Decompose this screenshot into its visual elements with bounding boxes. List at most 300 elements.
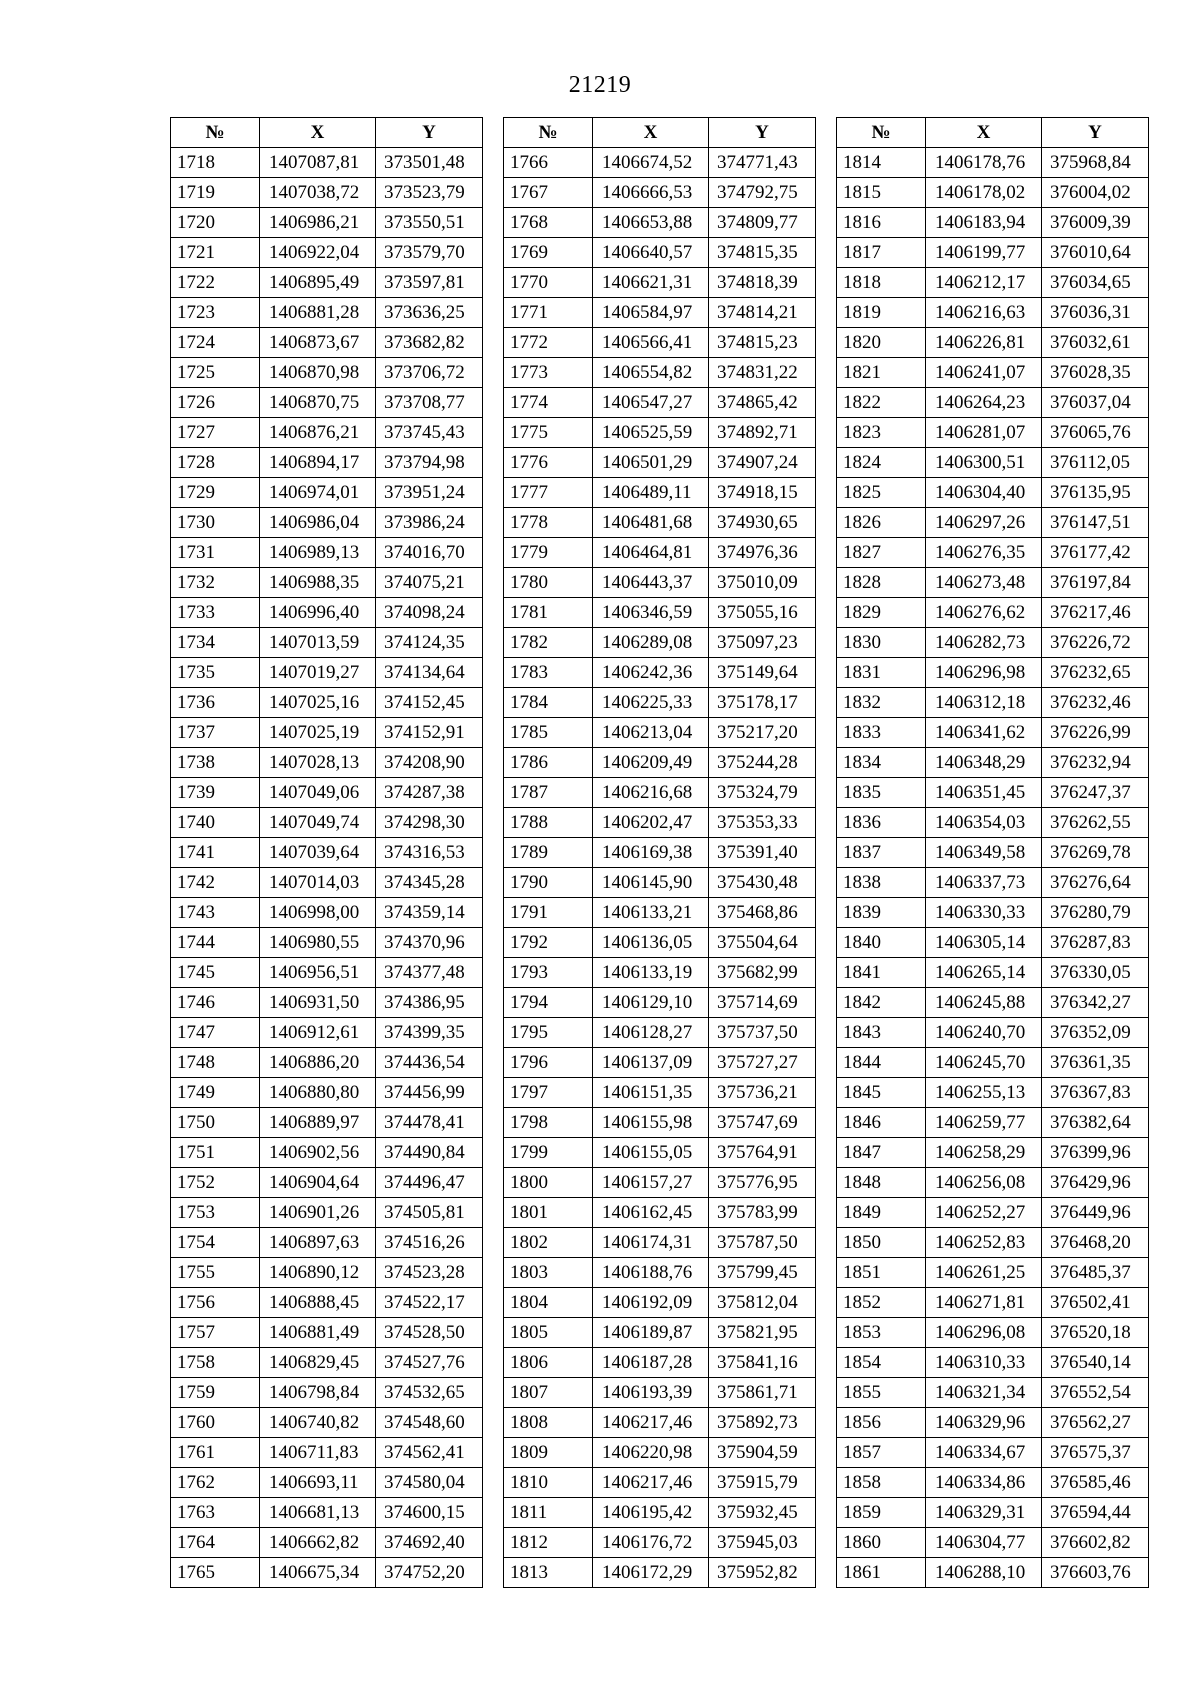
cell-number: 1791: [504, 898, 593, 928]
cell-y: 375430,48: [709, 868, 816, 898]
cell-number: 1812: [504, 1528, 593, 1558]
cell-number: 1765: [171, 1558, 260, 1588]
table-row: [171, 1048, 483, 1078]
table-row: [837, 358, 1149, 388]
cell-x: 1406300,51: [926, 448, 1042, 478]
cell-x: 1406169,38: [593, 838, 709, 868]
cell-number: 1842: [837, 988, 926, 1018]
table-row: [171, 1468, 483, 1498]
cell-number: 1760: [171, 1408, 260, 1438]
cell-x: 1406174,31: [593, 1228, 709, 1258]
cell-x: 1406252,83: [926, 1228, 1042, 1258]
table-row: [504, 508, 816, 538]
cell-y: 375714,69: [709, 988, 816, 1018]
cell-y: 375799,45: [709, 1258, 816, 1288]
table-row: [837, 838, 1149, 868]
table-row: [171, 178, 483, 208]
table-row: [171, 748, 483, 778]
cell-x: 1407087,81: [260, 148, 376, 178]
cell-y: 374580,04: [376, 1468, 483, 1498]
cell-number: 1768: [504, 208, 593, 238]
cell-y: 374562,41: [376, 1438, 483, 1468]
cell-y: 374287,38: [376, 778, 483, 808]
cell-x: 1407039,64: [260, 838, 376, 868]
cell-x: 1406296,98: [926, 658, 1042, 688]
cell-number: 1754: [171, 1228, 260, 1258]
table-row: [837, 208, 1149, 238]
cell-x: 1406349,58: [926, 838, 1042, 868]
table-row: [837, 1138, 1149, 1168]
cell-y: 373745,43: [376, 418, 483, 448]
cell-x: 1406178,76: [926, 148, 1042, 178]
table-row: [837, 538, 1149, 568]
cell-y: 376603,76: [1042, 1558, 1149, 1588]
cell-y: 374298,30: [376, 808, 483, 838]
cell-number: 1787: [504, 778, 593, 808]
cell-number: 1767: [504, 178, 593, 208]
cell-number: 1728: [171, 448, 260, 478]
header-number: №: [837, 118, 926, 148]
cell-x: 1406870,75: [260, 388, 376, 418]
cell-y: 375010,09: [709, 568, 816, 598]
cell-y: 374809,77: [709, 208, 816, 238]
cell-x: 1406133,19: [593, 958, 709, 988]
table-row: [504, 1498, 816, 1528]
table-row: [171, 1318, 483, 1348]
cell-x: 1406178,02: [926, 178, 1042, 208]
cell-number: 1741: [171, 838, 260, 868]
table-row: [504, 1318, 816, 1348]
cell-x: 1406337,73: [926, 868, 1042, 898]
cell-x: 1406312,18: [926, 688, 1042, 718]
table-row: [504, 958, 816, 988]
table-row: [171, 928, 483, 958]
table-row: [837, 1258, 1149, 1288]
cell-y: 376112,05: [1042, 448, 1149, 478]
table-row: [837, 568, 1149, 598]
table-row: [171, 298, 483, 328]
table-row: [171, 988, 483, 1018]
cell-y: 376562,27: [1042, 1408, 1149, 1438]
cell-y: 375217,20: [709, 718, 816, 748]
cell-number: 1734: [171, 628, 260, 658]
cell-x: 1406881,49: [260, 1318, 376, 1348]
table-row: [504, 1048, 816, 1078]
cell-y: 373682,82: [376, 328, 483, 358]
table-row: [171, 148, 483, 178]
cell-x: 1406931,50: [260, 988, 376, 1018]
cell-number: 1838: [837, 868, 926, 898]
table-row: [504, 868, 816, 898]
cell-number: 1720: [171, 208, 260, 238]
cell-number: 1861: [837, 1558, 926, 1588]
table-row: [504, 358, 816, 388]
table-row: [171, 1558, 483, 1588]
cell-x: 1406897,63: [260, 1228, 376, 1258]
cell-x: 1406256,08: [926, 1168, 1042, 1198]
table-row: [504, 388, 816, 418]
table-row: [171, 808, 483, 838]
cell-number: 1802: [504, 1228, 593, 1258]
cell-x: 1406351,45: [926, 778, 1042, 808]
table-row: [837, 268, 1149, 298]
cell-x: 1406252,27: [926, 1198, 1042, 1228]
cell-y: 375736,21: [709, 1078, 816, 1108]
table-row: [171, 1228, 483, 1258]
cell-number: 1740: [171, 808, 260, 838]
cell-y: 374316,53: [376, 838, 483, 868]
cell-y: 375968,84: [1042, 148, 1149, 178]
cell-number: 1831: [837, 658, 926, 688]
header-number: №: [171, 118, 260, 148]
cell-number: 1784: [504, 688, 593, 718]
cell-x: 1406890,12: [260, 1258, 376, 1288]
cell-number: 1804: [504, 1288, 593, 1318]
cell-x: 1406829,45: [260, 1348, 376, 1378]
cell-x: 1406192,09: [593, 1288, 709, 1318]
table-row: [837, 778, 1149, 808]
cell-y: 375952,82: [709, 1558, 816, 1588]
cell-number: 1818: [837, 268, 926, 298]
cell-number: 1744: [171, 928, 260, 958]
cell-x: 1406547,27: [593, 388, 709, 418]
cell-y: 375324,79: [709, 778, 816, 808]
cell-number: 1761: [171, 1438, 260, 1468]
cell-number: 1747: [171, 1018, 260, 1048]
cell-y: 374345,28: [376, 868, 483, 898]
cell-y: 375783,99: [709, 1198, 816, 1228]
cell-x: 1406157,27: [593, 1168, 709, 1198]
cell-number: 1753: [171, 1198, 260, 1228]
cell-y: 374976,36: [709, 538, 816, 568]
table-row: [171, 328, 483, 358]
cell-x: 1406264,23: [926, 388, 1042, 418]
cell-x: 1406220,98: [593, 1438, 709, 1468]
cell-number: 1780: [504, 568, 593, 598]
cell-number: 1781: [504, 598, 593, 628]
table-row: [837, 1408, 1149, 1438]
cell-number: 1821: [837, 358, 926, 388]
cell-y: 376585,46: [1042, 1468, 1149, 1498]
cell-y: 376197,84: [1042, 568, 1149, 598]
cell-y: 374792,75: [709, 178, 816, 208]
cell-y: 376367,83: [1042, 1078, 1149, 1108]
table-row: [837, 1198, 1149, 1228]
cell-y: 376032,61: [1042, 328, 1149, 358]
cell-number: 1840: [837, 928, 926, 958]
table-row: [171, 568, 483, 598]
cell-number: 1746: [171, 988, 260, 1018]
table-row: [171, 958, 483, 988]
table-row: [837, 1228, 1149, 1258]
table-row: [837, 808, 1149, 838]
table-row: [837, 1078, 1149, 1108]
cell-number: 1779: [504, 538, 593, 568]
cell-y: 375776,95: [709, 1168, 816, 1198]
cell-number: 1853: [837, 1318, 926, 1348]
cell-x: 1406525,59: [593, 418, 709, 448]
cell-x: 1407049,74: [260, 808, 376, 838]
cell-x: 1406240,70: [926, 1018, 1042, 1048]
table-row: [504, 898, 816, 928]
table-row: [171, 358, 483, 388]
cell-x: 1406261,25: [926, 1258, 1042, 1288]
cell-y: 375764,91: [709, 1138, 816, 1168]
cell-x: 1406304,40: [926, 478, 1042, 508]
table-row: [504, 418, 816, 448]
table-row: [504, 628, 816, 658]
cell-number: 1777: [504, 478, 593, 508]
table-row: [171, 598, 483, 628]
table-row: [837, 898, 1149, 928]
cell-number: 1796: [504, 1048, 593, 1078]
cell-number: 1764: [171, 1528, 260, 1558]
cell-number: 1725: [171, 358, 260, 388]
cell-x: 1406187,28: [593, 1348, 709, 1378]
cell-x: 1406212,17: [926, 268, 1042, 298]
cell-y: 376342,27: [1042, 988, 1149, 1018]
cell-x: 1406876,21: [260, 418, 376, 448]
cell-y: 375055,16: [709, 598, 816, 628]
table-header-row: [171, 118, 483, 148]
cell-x: 1406321,34: [926, 1378, 1042, 1408]
cell-y: 374930,65: [709, 508, 816, 538]
cell-y: 374399,35: [376, 1018, 483, 1048]
cell-x: 1406334,86: [926, 1468, 1042, 1498]
cell-x: 1406155,05: [593, 1138, 709, 1168]
cell-y: 374359,14: [376, 898, 483, 928]
cell-y: 374386,95: [376, 988, 483, 1018]
cell-x: 1406653,88: [593, 208, 709, 238]
cell-y: 374496,47: [376, 1168, 483, 1198]
cell-x: 1406693,11: [260, 1468, 376, 1498]
cell-number: 1854: [837, 1348, 926, 1378]
table-row: [171, 898, 483, 928]
table-row: [171, 838, 483, 868]
cell-x: 1406155,98: [593, 1108, 709, 1138]
cell-y: 376280,79: [1042, 898, 1149, 928]
cell-x: 1406176,72: [593, 1528, 709, 1558]
table-row: [837, 718, 1149, 748]
table-row: [504, 1408, 816, 1438]
table-row: [837, 958, 1149, 988]
cell-y: 376226,72: [1042, 628, 1149, 658]
table-row: [837, 238, 1149, 268]
cell-x: 1406242,36: [593, 658, 709, 688]
cell-number: 1824: [837, 448, 926, 478]
cell-x: 1406681,13: [260, 1498, 376, 1528]
table-row: [504, 1228, 816, 1258]
table-row: [837, 1168, 1149, 1198]
cell-y: 375821,95: [709, 1318, 816, 1348]
cell-number: 1841: [837, 958, 926, 988]
cell-y: 376449,96: [1042, 1198, 1149, 1228]
table-row: [504, 568, 816, 598]
table-row: [837, 658, 1149, 688]
cell-y: 374527,76: [376, 1348, 483, 1378]
cell-y: 374436,54: [376, 1048, 483, 1078]
cell-y: 376552,54: [1042, 1378, 1149, 1408]
cell-y: 374865,42: [709, 388, 816, 418]
table-header-row: [504, 118, 816, 148]
cell-x: 1406711,83: [260, 1438, 376, 1468]
header-x: X: [593, 118, 709, 148]
table-row: [837, 868, 1149, 898]
table-row: [504, 1558, 816, 1588]
cell-x: 1406889,97: [260, 1108, 376, 1138]
cell-number: 1786: [504, 748, 593, 778]
cell-number: 1731: [171, 538, 260, 568]
cell-x: 1406136,05: [593, 928, 709, 958]
cell-number: 1849: [837, 1198, 926, 1228]
table-row: [837, 178, 1149, 208]
cell-number: 1726: [171, 388, 260, 418]
table-row: [504, 478, 816, 508]
cell-x: 1406666,53: [593, 178, 709, 208]
table-row: [171, 1378, 483, 1408]
cell-x: 1406986,04: [260, 508, 376, 538]
cell-number: 1850: [837, 1228, 926, 1258]
cell-x: 1406217,46: [593, 1408, 709, 1438]
cell-x: 1406880,80: [260, 1078, 376, 1108]
cell-number: 1727: [171, 418, 260, 448]
table-row: [504, 1168, 816, 1198]
table-row: [504, 238, 816, 268]
cell-x: 1406922,04: [260, 238, 376, 268]
cell-y: 373523,79: [376, 178, 483, 208]
cell-number: 1742: [171, 868, 260, 898]
table-row: [171, 658, 483, 688]
cell-y: 376468,20: [1042, 1228, 1149, 1258]
cell-y: 376602,82: [1042, 1528, 1149, 1558]
cell-x: 1406330,33: [926, 898, 1042, 928]
table-row: [837, 1018, 1149, 1048]
table-row: [171, 1258, 483, 1288]
cell-y: 376232,94: [1042, 748, 1149, 778]
cell-x: 1406151,35: [593, 1078, 709, 1108]
table-row: [171, 1498, 483, 1528]
table-row: [837, 298, 1149, 328]
cell-x: 1406241,07: [926, 358, 1042, 388]
cell-number: 1783: [504, 658, 593, 688]
cell-number: 1801: [504, 1198, 593, 1228]
table-row: [171, 868, 483, 898]
table-row: [171, 478, 483, 508]
cell-y: 374600,15: [376, 1498, 483, 1528]
cell-x: 1406584,97: [593, 298, 709, 328]
cell-number: 1805: [504, 1318, 593, 1348]
cell-y: 375841,16: [709, 1348, 816, 1378]
cell-y: 376232,65: [1042, 658, 1149, 688]
table-row: [504, 778, 816, 808]
cell-x: 1406188,76: [593, 1258, 709, 1288]
cell-x: 1406245,88: [926, 988, 1042, 1018]
cell-number: 1820: [837, 328, 926, 358]
table-row: [504, 748, 816, 778]
cell-x: 1406998,00: [260, 898, 376, 928]
cell-x: 1406870,98: [260, 358, 376, 388]
coordinate-table-2: [503, 117, 816, 1588]
table-row: [837, 1528, 1149, 1558]
cell-x: 1406912,61: [260, 1018, 376, 1048]
table-row: [504, 1198, 816, 1228]
cell-x: 1406310,33: [926, 1348, 1042, 1378]
cell-y: 376287,83: [1042, 928, 1149, 958]
cell-x: 1406554,82: [593, 358, 709, 388]
cell-y: 374478,41: [376, 1108, 483, 1138]
cell-number: 1785: [504, 718, 593, 748]
cell-number: 1809: [504, 1438, 593, 1468]
cell-x: 1406895,49: [260, 268, 376, 298]
cell-x: 1406226,81: [926, 328, 1042, 358]
cell-y: 374892,71: [709, 418, 816, 448]
cell-number: 1826: [837, 508, 926, 538]
cell-x: 1406128,27: [593, 1018, 709, 1048]
cell-x: 1406621,31: [593, 268, 709, 298]
cell-y: 376575,37: [1042, 1438, 1149, 1468]
cell-x: 1406209,49: [593, 748, 709, 778]
cell-number: 1798: [504, 1108, 593, 1138]
cell-y: 374831,22: [709, 358, 816, 388]
cell-number: 1718: [171, 148, 260, 178]
cell-y: 374456,99: [376, 1078, 483, 1108]
cell-number: 1830: [837, 628, 926, 658]
cell-x: 1406265,14: [926, 958, 1042, 988]
cell-x: 1406133,21: [593, 898, 709, 928]
cell-y: 375244,28: [709, 748, 816, 778]
table-row: [171, 778, 483, 808]
cell-number: 1806: [504, 1348, 593, 1378]
cell-number: 1733: [171, 598, 260, 628]
cell-number: 1808: [504, 1408, 593, 1438]
table-header-row: [837, 118, 1149, 148]
cell-y: 373501,48: [376, 148, 483, 178]
table-row: [504, 1078, 816, 1108]
cell-y: 375945,03: [709, 1528, 816, 1558]
table-row: [504, 1138, 816, 1168]
cell-number: 1803: [504, 1258, 593, 1288]
cell-y: 375812,04: [709, 1288, 816, 1318]
cell-y: 375915,79: [709, 1468, 816, 1498]
table-row: [837, 148, 1149, 178]
cell-y: 374208,90: [376, 748, 483, 778]
table-row: [837, 478, 1149, 508]
table-row: [837, 418, 1149, 448]
cell-number: 1844: [837, 1048, 926, 1078]
cell-number: 1857: [837, 1438, 926, 1468]
cell-number: 1771: [504, 298, 593, 328]
cell-y: 376177,42: [1042, 538, 1149, 568]
cell-y: 374752,20: [376, 1558, 483, 1588]
cell-number: 1848: [837, 1168, 926, 1198]
cell-number: 1795: [504, 1018, 593, 1048]
header-y: Y: [1042, 118, 1149, 148]
cell-y: 376361,35: [1042, 1048, 1149, 1078]
cell-x: 1406481,68: [593, 508, 709, 538]
cell-x: 1406334,67: [926, 1438, 1042, 1468]
cell-number: 1860: [837, 1528, 926, 1558]
cell-x: 1406282,73: [926, 628, 1042, 658]
cell-number: 1723: [171, 298, 260, 328]
cell-y: 376382,64: [1042, 1108, 1149, 1138]
table-row: [837, 628, 1149, 658]
cell-y: 375682,99: [709, 958, 816, 988]
cell-number: 1737: [171, 718, 260, 748]
cell-y: 376036,31: [1042, 298, 1149, 328]
cell-x: 1406276,35: [926, 538, 1042, 568]
cell-y: 376594,44: [1042, 1498, 1149, 1528]
table-row: [171, 1198, 483, 1228]
